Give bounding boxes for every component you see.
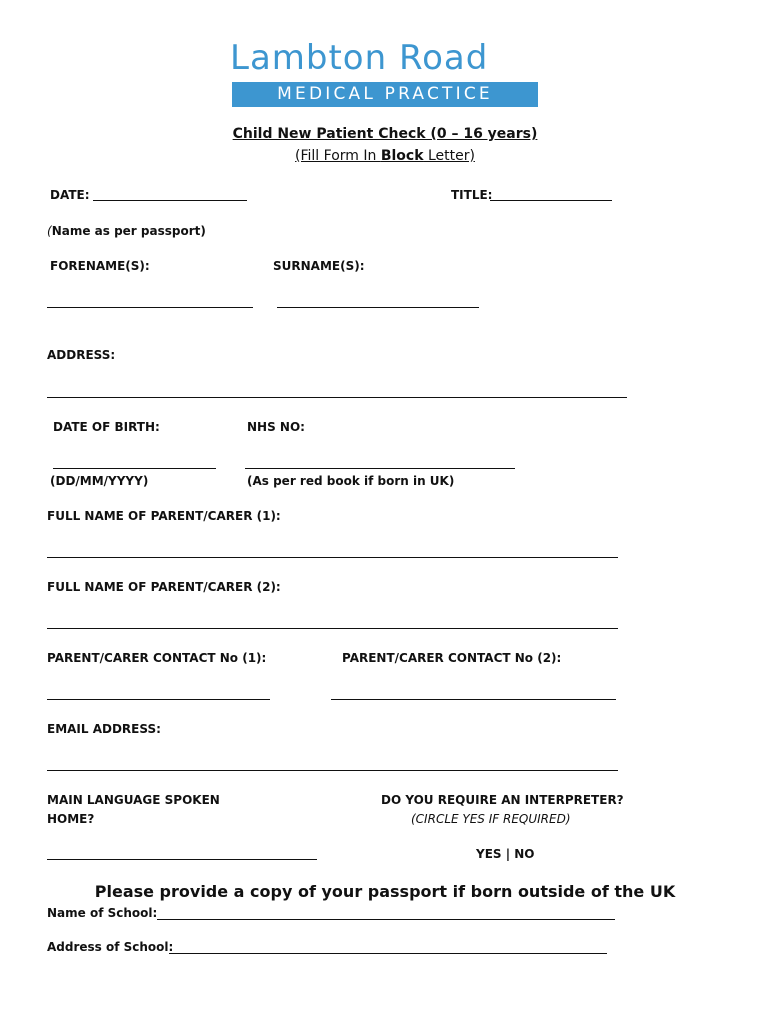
parent1-label: FULL NAME OF PARENT/CARER (1): — [47, 509, 281, 523]
date-field[interactable] — [93, 200, 247, 201]
name-note-paren: ( — [47, 224, 52, 238]
parent2-field[interactable] — [47, 628, 618, 629]
parent2-label: FULL NAME OF PARENT/CARER (2): — [47, 580, 281, 594]
name-note — [47, 224, 206, 238]
form-title: Child New Patient Check (0 – 16 years) — [232, 126, 538, 142]
school-address-field[interactable] — [169, 953, 607, 954]
contact1-field[interactable] — [47, 699, 270, 700]
surname-label: SURNAME(S): — [273, 259, 365, 273]
surname-field[interactable] — [277, 307, 479, 308]
subtitle-text-start: (Fill Form In — [295, 148, 381, 164]
title-label: TITLE: — [451, 188, 493, 202]
date-label: DATE: — [50, 188, 90, 202]
school-address-row — [47, 940, 173, 954]
nhs-hint: (As per red book if born in UK) — [247, 474, 455, 488]
forename-label: FORENAME(S): — [50, 259, 150, 273]
parent1-field[interactable] — [47, 557, 618, 558]
subtitle-text-bold: Block — [380, 148, 424, 164]
dob-label: DATE OF BIRTH: — [53, 420, 160, 434]
school-name-row — [47, 906, 157, 920]
contact2-label: PARENT/CARER CONTACT No (2): — [342, 651, 562, 665]
practice-logo-band: MEDICAL PRACTICE — [232, 82, 538, 107]
title-field[interactable] — [490, 200, 612, 201]
form-subtitle — [0, 148, 770, 164]
interpreter-note: (CIRCLE YES IF REQUIRED) — [411, 812, 571, 826]
email-label: EMAIL ADDRESS: — [47, 722, 161, 736]
dob-format-hint: (DD/MM/YYYY) — [50, 474, 149, 488]
contact2-field[interactable] — [331, 699, 616, 700]
school-name-field[interactable] — [157, 919, 615, 920]
practice-logo-name: Lambton Road — [230, 38, 489, 78]
email-field[interactable] — [47, 770, 618, 771]
contact1-label: PARENT/CARER CONTACT No (1): — [47, 651, 267, 665]
school-name-label: Name of School: — [47, 906, 158, 920]
forename-field[interactable] — [47, 307, 253, 308]
language-label-line2: HOME? — [47, 812, 95, 826]
language-field[interactable] — [47, 859, 317, 860]
passport-notice: Please provide a copy of your passport if born outside of the UK — [94, 882, 676, 901]
nhs-label: NHS NO: — [247, 420, 305, 434]
school-address-label: Address of School: — [47, 940, 174, 954]
address-field[interactable] — [47, 397, 627, 398]
interpreter-yes-no[interactable]: YES | NO — [476, 847, 535, 861]
interpreter-label: DO YOU REQUIRE AN INTERPRETER? — [381, 793, 624, 807]
language-label-line1: MAIN LANGUAGE SPOKEN — [47, 793, 220, 807]
subtitle-text-end: Letter) — [423, 148, 475, 164]
name-note-text: Name as per passport) — [51, 224, 206, 238]
dob-field[interactable] — [53, 468, 216, 469]
nhs-field[interactable] — [245, 468, 515, 469]
address-label: ADDRESS: — [47, 348, 116, 362]
